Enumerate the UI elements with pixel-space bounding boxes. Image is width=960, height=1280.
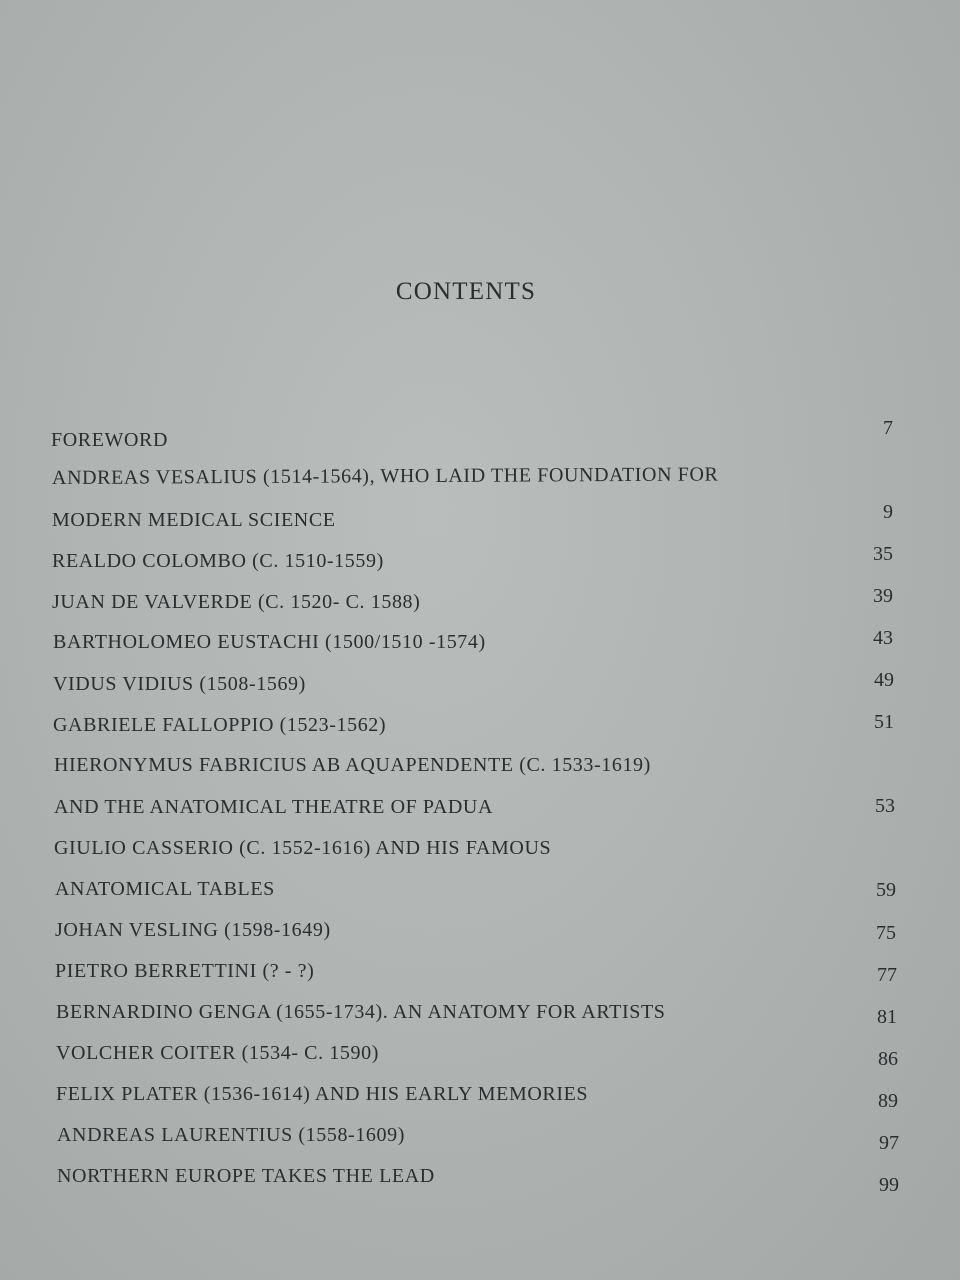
toc-entry-title-continued: ANATOMICAL TABLES: [55, 878, 275, 900]
toc-entry-title: GABRIELE FALLOPPIO (1523-1562): [53, 714, 387, 736]
toc-entry-title: ANDREAS LAURENTIUS (1558-1609): [57, 1124, 405, 1146]
toc-entry-title: JOHAN VESLING (1598-1649): [55, 919, 331, 941]
toc-entry-title: NORTHERN EUROPE TAKES THE LEAD: [57, 1165, 435, 1187]
toc-page-number: 97: [879, 1132, 899, 1154]
toc-page-number: 86: [878, 1048, 898, 1070]
toc-page-number: 49: [874, 669, 894, 691]
toc-page-number: 9: [883, 501, 893, 523]
toc-entry-title: GIULIO CASSERIO (C. 1552-1616) AND HIS FAMOUS: [54, 837, 552, 859]
toc-entry-title: ANDREAS VESALIUS (1514-1564), WHO LAID THE FOUNDATION FOR: [51, 463, 719, 489]
toc-page-number: 89: [878, 1090, 898, 1112]
toc-page-number: 53: [875, 795, 895, 817]
page-title: CONTENTS: [395, 278, 537, 305]
toc-entry-title: FOREWORD: [51, 429, 169, 451]
toc-page-number: 35: [873, 543, 893, 565]
toc-entry-title-continued: MODERN MEDICAL SCIENCE: [52, 509, 336, 531]
toc-entry-title: FELIX PLATER (1536-1614) AND HIS EARLY MEMORIES: [56, 1083, 589, 1105]
toc-page-number: 51: [874, 711, 894, 733]
toc-entry-title: REALDO COLOMBO (C. 1510-1559): [52, 550, 384, 572]
toc-entry-title: VOLCHER COITER (1534- C. 1590): [56, 1042, 379, 1064]
toc-entry-title: BARTHOLOMEO EUSTACHI (1500/1510 -1574): [53, 631, 486, 653]
toc-page-number: 7: [883, 417, 893, 439]
toc-entry-title: PIETRO BERRETTINI (? - ?): [55, 960, 315, 982]
toc-entry-title: BERNARDINO GENGA (1655-1734). AN ANATOMY FOR ARTISTS: [56, 1001, 666, 1023]
toc-page-number: 81: [877, 1006, 897, 1028]
toc-entry-title-continued: AND THE ANATOMICAL THEATRE OF PADUA: [54, 796, 493, 818]
toc-page-number: 75: [876, 922, 896, 944]
toc-page-number: 77: [877, 964, 897, 986]
toc-page-number: 59: [876, 879, 896, 901]
toc-entry-title: VIDUS VIDIUS (1508-1569): [53, 673, 306, 695]
toc-entry-title: HIERONYMUS FABRICIUS AB AQUAPENDENTE (C. 1533-1619): [54, 754, 651, 776]
toc-page-number: 99: [879, 1174, 899, 1196]
toc-page-number: 43: [873, 627, 893, 649]
toc-page-number: 39: [873, 585, 893, 607]
toc-entry-title: JUAN DE VALVERDE (C. 1520- C. 1588): [52, 591, 421, 613]
